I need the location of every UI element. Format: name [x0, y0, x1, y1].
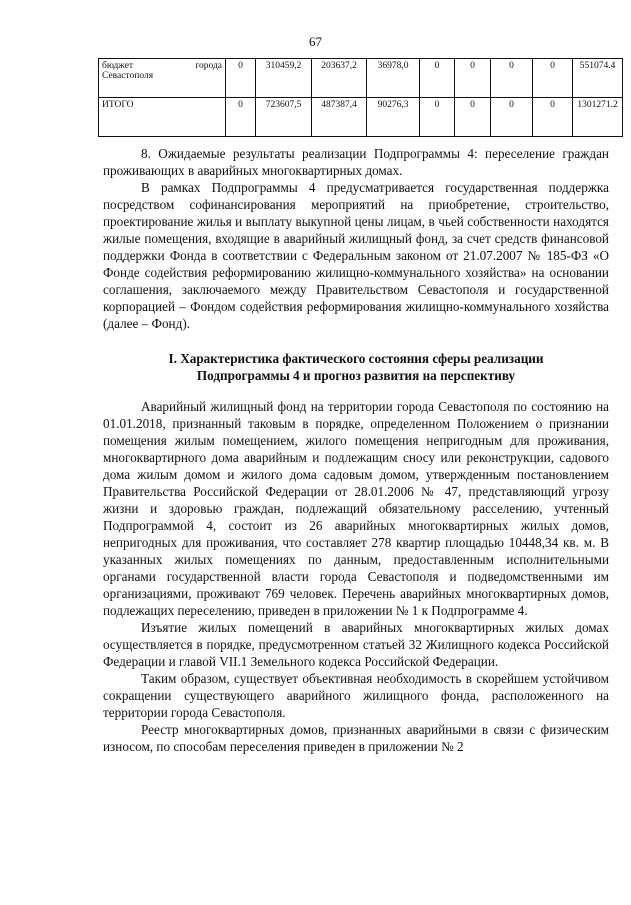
cell-text: бюджет	[102, 61, 134, 71]
paragraph: Изъятие жилых помещений в аварийных многоквартирных жилых домах осуществляется в порядке, предусмотренном статьей 32 Жилищного кодекса Российской Федерации и главой VII.1 Земельного кодекса Российской Федерации.	[103, 620, 609, 669]
heading-line: I. Характеристика фактического состояния сферы реализации	[168, 351, 544, 366]
document-body	[103, 145, 609, 755]
table-row	[99, 59, 623, 98]
paragraph: Реестр многоквартирных домов, признанных аварийными в связи с физическим износом, по способам переселения приведен в приложении № 2	[103, 722, 609, 754]
page-number: 67	[309, 34, 322, 49]
table-cell-name	[99, 59, 226, 98]
table-cell: 551074.4	[573, 59, 623, 98]
table-cell: 0	[491, 59, 533, 98]
table-cell: 0	[533, 59, 573, 98]
cell-text: города	[195, 61, 222, 71]
table-cell: 90276,3	[367, 98, 420, 137]
paragraph: В рамках Подпрограммы 4 предусматривается государственная поддержка посредством софинансирования мероприятий на приобретение, строительство, проектирование жилья и выплату выкупной цены лицам, в чьей собственности находятся жилые помещения, входящие в аварийный жилищный фонд, за счет средств финансовой поддержки Фонда в соответствии с Федеральным законом от 21.07.2007 № 185-ФЗ «О Фонде содействия реформированию жилищно-коммунального хозяйства» на основании соглашения, заключаемого между Правительством Севастополя и государственной корпорацией – Фондом содействия реформирования жилищно-коммунального хозяйства (далее – Фонд).	[103, 180, 609, 331]
paragraph: Таким образом, существует объективная необходимость в скорейшем устойчивом сокращении существующего аварийного жилищного фонда, расположенного на территории города Севастополя.	[103, 671, 609, 720]
table-cell: 0	[533, 98, 573, 137]
table-cell: 0	[226, 59, 256, 98]
table-cell-name	[99, 98, 226, 137]
table-cell: 1301271.2	[573, 98, 623, 137]
paragraph: Аварийный жилищный фонд на территории города Севастополя по состоянию на 01.01.2018, признанный таковым в порядке, определенном Положением о признании помещения жилым помещением, жилого помещения непригодным для проживания, многоквартирного дома аварийным и подлежащим сносу или реконструкции, садового дома жилым домом и жилого дома садовым домом, утвержденным постановлением Правительства Российской Федерации от 28.01.2006 № 47, представляющий угрозу жизни и здоровью граждан, подлежащий обязательному расселению, учтенный Подпрограммой 4, состоит из 26 аварийных многоквартирных жилых домов, непригодных для проживания, что составляет 278 квартир площадью 10448,34 кв. м. В указанных жилых помещениях по данным, предоставленным исполнительными органами государственной власти города Севастополя и подведомственными им организациями, проживают 769 человек. Перечень аварийных многоквартирных домов, подлежащих переселению, приведен в приложении № 1 к Подпрограмме 4.	[103, 399, 609, 618]
table-cell: 0	[226, 98, 256, 137]
budget-table	[98, 58, 623, 137]
table-cell: 310459,2	[256, 59, 312, 98]
table-cell: 0	[491, 98, 533, 137]
cell-text: ИТОГО	[102, 100, 134, 110]
paragraph: 8. Ожидаемые результаты реализации Подпрограммы 4: переселение граждан проживающих в аварийных многоквартирных домах.	[103, 146, 609, 178]
section-heading	[103, 350, 609, 384]
table-cell: 0	[455, 59, 491, 98]
table-cell: 0	[420, 59, 455, 98]
table-cell: 0	[420, 98, 455, 137]
table-cell: 36978,0	[367, 59, 420, 98]
table-cell: 723607,5	[256, 98, 312, 137]
cell-text: Севастополя	[102, 71, 154, 81]
table-cell: 203637,2	[312, 59, 367, 98]
heading-line: Подпрограммы 4 и прогноз развития на перспективу	[196, 368, 516, 383]
table-cell: 487387,4	[312, 98, 367, 137]
table-row	[99, 98, 623, 137]
table-cell: 0	[455, 98, 491, 137]
